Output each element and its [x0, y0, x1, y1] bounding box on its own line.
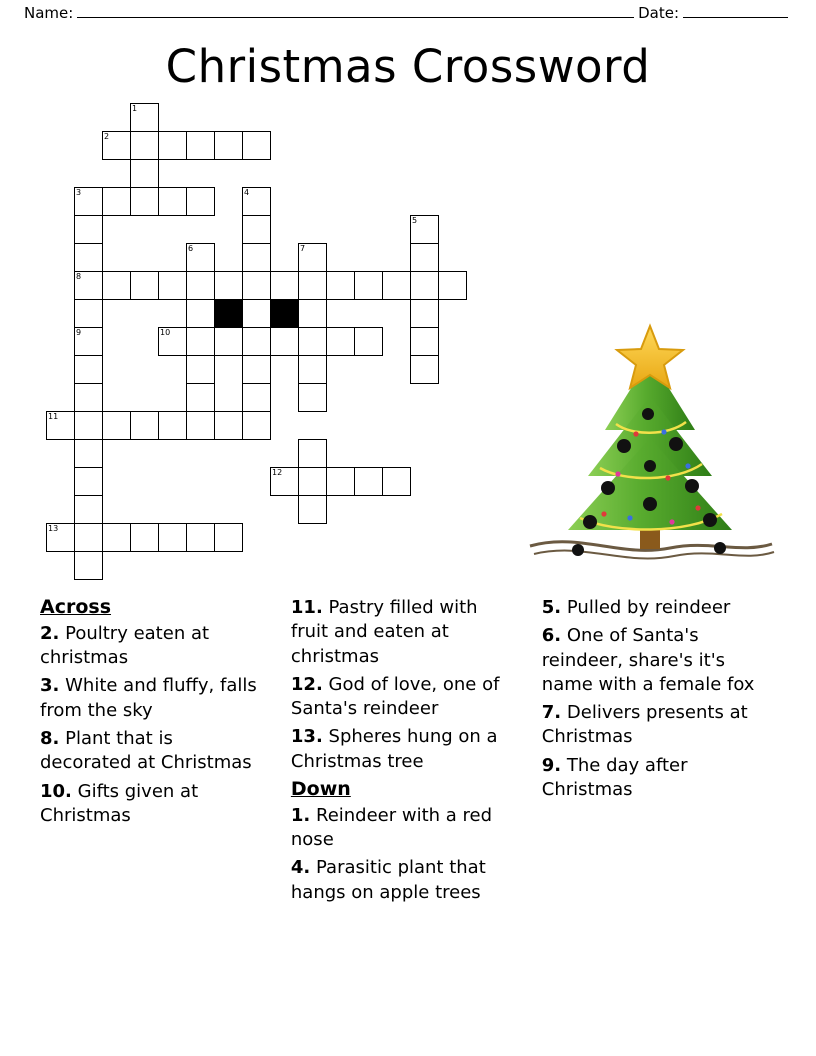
grid-cell[interactable]: [74, 439, 103, 468]
grid-cell[interactable]: [242, 243, 271, 272]
grid-cell[interactable]: [130, 103, 159, 132]
grid-cell[interactable]: [102, 523, 131, 552]
grid-cell[interactable]: [354, 327, 383, 356]
grid-cell[interactable]: [74, 271, 103, 300]
clue-across-8: [40, 727, 263, 776]
grid-cell[interactable]: [130, 523, 159, 552]
grid-cell[interactable]: [242, 271, 271, 300]
grid-cell-number: 2: [104, 132, 110, 141]
grid-cell[interactable]: [214, 271, 243, 300]
date-write-line: [683, 6, 788, 18]
clue-down-7: [542, 701, 776, 750]
grid-cell[interactable]: [298, 439, 327, 468]
grid-cell[interactable]: [326, 327, 355, 356]
grid-cell[interactable]: [74, 187, 103, 216]
grid-cell-number: 13: [48, 524, 59, 533]
clue-number: 8.: [40, 727, 60, 749]
clue-text: Spheres hung on a Christmas tree: [290, 726, 498, 772]
grid-cell[interactable]: [102, 271, 131, 300]
grid-cell[interactable]: [74, 355, 103, 384]
grid-cell-number: 10: [160, 328, 171, 337]
grid-cell[interactable]: [298, 467, 327, 496]
grid-cell[interactable]: [410, 271, 439, 300]
clue-text: Reindeer with a red nose: [290, 804, 493, 851]
across-heading: Across: [40, 596, 112, 618]
grid-cell[interactable]: [158, 523, 187, 552]
grid-cell[interactable]: [74, 383, 103, 412]
grid-cell[interactable]: [74, 495, 103, 524]
clue-number: 12.: [290, 673, 323, 695]
clue-columns: [0, 596, 816, 909]
clue-across-12: [291, 673, 514, 722]
clue-down-9: [542, 754, 776, 803]
grid-cell[interactable]: [158, 327, 187, 356]
grid-cell[interactable]: [74, 523, 103, 552]
grid-cell[interactable]: [214, 411, 243, 440]
clue-down-5: [542, 596, 776, 620]
grid-cell[interactable]: [74, 327, 103, 356]
grid-cell[interactable]: [130, 187, 159, 216]
clue-number: 11.: [290, 597, 323, 618]
grid-cell[interactable]: [382, 467, 411, 496]
grid-cell[interactable]: [130, 411, 159, 440]
name-date-header: [0, 0, 816, 22]
grid-cell-number: 1: [132, 104, 138, 113]
grid-cell[interactable]: [186, 523, 215, 552]
grid-cell[interactable]: [242, 299, 271, 328]
page-title: Christmas Crossword: [165, 40, 651, 93]
grid-cell[interactable]: [158, 411, 187, 440]
clue-number: 13.: [290, 726, 323, 748]
clue-number: 9.: [541, 754, 562, 776]
clue-down-6: [542, 624, 776, 697]
clue-text: White and fluffy, falls from the sky: [40, 675, 257, 721]
clue-text: Delivers presents at Christmas: [541, 702, 748, 748]
grid-cell[interactable]: [270, 467, 299, 496]
grid-cell-number: 9: [76, 328, 82, 337]
grid-cell[interactable]: [74, 411, 103, 440]
grid-cell[interactable]: [298, 327, 327, 356]
clue-across-2: [40, 622, 263, 671]
grid-cell-number: 8: [76, 272, 82, 281]
grid-cell[interactable]: [214, 131, 243, 160]
grid-cell[interactable]: [186, 411, 215, 440]
grid-cell[interactable]: [410, 243, 439, 272]
down-heading: Down: [290, 778, 351, 801]
grid-cell[interactable]: [242, 327, 271, 356]
clue-text: God of love, one of Santa's reindeer: [290, 673, 500, 720]
clue-number: 4.: [290, 857, 311, 879]
clue-text: Parasitic plant that hangs on apple trees: [290, 857, 486, 903]
clue-text: Pulled by reindeer: [566, 597, 731, 618]
clue-number: 6.: [541, 625, 562, 647]
grid-cell-number: 12: [272, 468, 283, 477]
clue-number: 10.: [40, 780, 72, 802]
grid-cell[interactable]: [186, 131, 215, 160]
grid-cell[interactable]: [186, 299, 215, 328]
grid-cell[interactable]: [186, 383, 215, 412]
grid-cell[interactable]: [130, 271, 159, 300]
grid-cell-number: 4: [244, 188, 250, 197]
grid-cell[interactable]: [74, 551, 103, 580]
grid-cell-number: 5: [412, 216, 418, 225]
grid-cell[interactable]: [270, 271, 299, 300]
grid-cell[interactable]: [326, 271, 355, 300]
grid-cell[interactable]: [214, 327, 243, 356]
clue-column-3: [542, 596, 776, 909]
name-write-line: [77, 6, 634, 18]
grid-cell[interactable]: [410, 327, 439, 356]
grid-cell-number: 3: [76, 188, 82, 197]
grid-cell[interactable]: [354, 271, 383, 300]
clue-text: Poultry eaten at christmas: [40, 622, 210, 669]
puzzle-area: [0, 103, 816, 593]
clue-text: Pastry filled with fruit and eaten at christmas: [290, 597, 478, 667]
grid-cell[interactable]: [130, 159, 159, 188]
date-label: Date:: [638, 4, 679, 22]
clue-text: The day after Christmas: [541, 754, 688, 801]
clue-column-1: [40, 596, 263, 909]
grid-cell[interactable]: [158, 187, 187, 216]
grid-cell[interactable]: [298, 495, 327, 524]
clue-text: Gifts given at Christmas: [40, 780, 199, 826]
grid-cell-number: 7: [300, 244, 306, 253]
grid-cell[interactable]: [242, 215, 271, 244]
grid-cell[interactable]: [270, 327, 299, 356]
grid-cell[interactable]: [46, 523, 75, 552]
clue-down-1: [291, 804, 514, 853]
grid-cell[interactable]: [186, 355, 215, 384]
grid-cell-blocked: [270, 299, 299, 328]
grid-cell[interactable]: [214, 523, 243, 552]
grid-cell[interactable]: [242, 131, 271, 160]
grid-cell[interactable]: [186, 243, 215, 272]
clue-number: 3.: [40, 675, 60, 697]
clue-number: 5.: [541, 597, 562, 618]
grid-cell[interactable]: [298, 299, 327, 328]
grid-cell[interactable]: [130, 131, 159, 160]
grid-cell[interactable]: [158, 271, 187, 300]
grid-cell[interactable]: [102, 411, 131, 440]
grid-cell[interactable]: [326, 467, 355, 496]
grid-cell[interactable]: [186, 327, 215, 356]
grid-cell[interactable]: [298, 355, 327, 384]
clue-across-10: [40, 780, 263, 829]
grid-cell[interactable]: [410, 299, 439, 328]
grid-cell[interactable]: [242, 411, 271, 440]
grid-cell[interactable]: [242, 383, 271, 412]
grid-cell-blocked: [214, 299, 243, 328]
grid-cell[interactable]: [410, 215, 439, 244]
grid-cell[interactable]: [74, 243, 103, 272]
grid-cell[interactable]: [186, 187, 215, 216]
grid-cell[interactable]: [74, 215, 103, 244]
clue-text: One of Santa's reindeer, share's it's name with a female fox: [541, 625, 755, 695]
grid-cell[interactable]: [102, 131, 131, 160]
clue-number: 7.: [541, 702, 562, 724]
clue-down-4: [291, 856, 514, 905]
grid-cell[interactable]: [102, 187, 131, 216]
clue-across-11: [291, 596, 514, 669]
grid-cell-number: 6: [188, 244, 194, 253]
grid-cell[interactable]: [242, 187, 271, 216]
grid-cell[interactable]: [298, 271, 327, 300]
grid-cell[interactable]: [438, 271, 467, 300]
clue-number: 2.: [40, 622, 60, 644]
clue-column-2: [291, 596, 514, 909]
clue-across-13: [291, 725, 514, 774]
clue-text: Plant that is decorated at Christmas: [40, 727, 252, 774]
clue-number: 1.: [290, 804, 311, 826]
grid-cell[interactable]: [74, 299, 103, 328]
grid-cell-number: 11: [48, 412, 59, 421]
grid-cell[interactable]: [298, 383, 327, 412]
christmas-tree-image: [520, 318, 780, 578]
grid-cell[interactable]: [298, 243, 327, 272]
grid-cell[interactable]: [186, 271, 215, 300]
clue-across-3: [40, 674, 263, 723]
name-label: Name:: [24, 4, 74, 22]
grid-cell[interactable]: [46, 411, 75, 440]
grid-cell[interactable]: [242, 355, 271, 384]
grid-cell[interactable]: [410, 355, 439, 384]
grid-cell[interactable]: [382, 271, 411, 300]
grid-cell[interactable]: [74, 467, 103, 496]
grid-cell[interactable]: [354, 467, 383, 496]
grid-cell[interactable]: [158, 131, 187, 160]
